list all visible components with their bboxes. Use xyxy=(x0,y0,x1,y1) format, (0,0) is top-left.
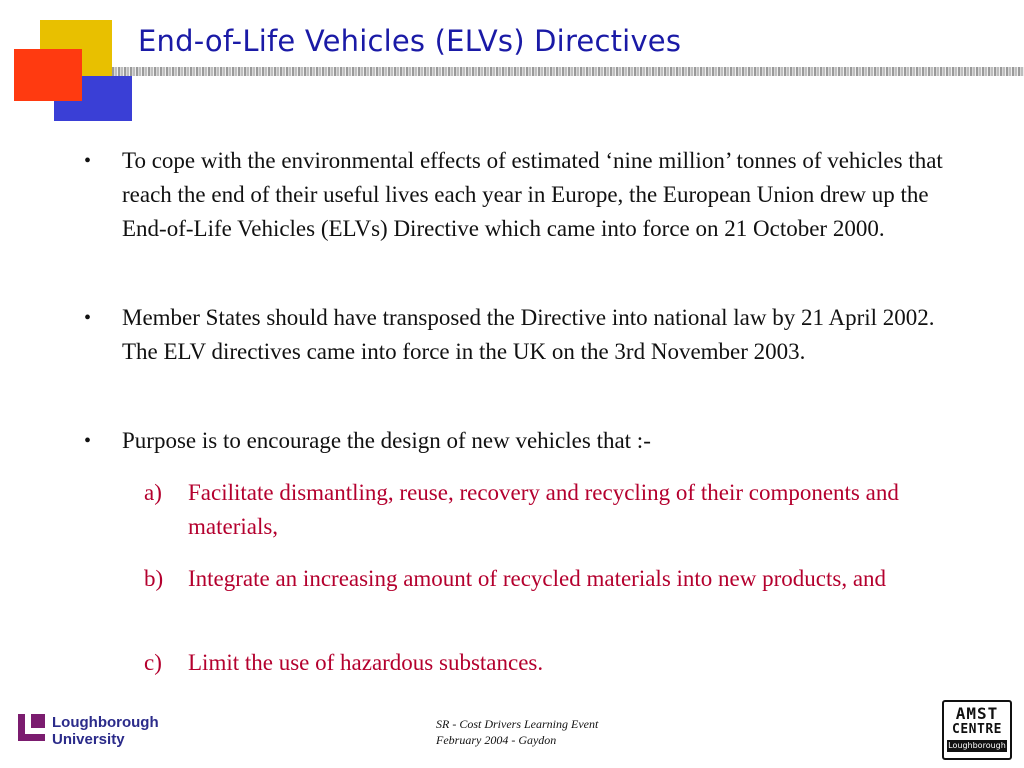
sub-item-marker: b) xyxy=(144,566,164,591)
sub-item-text: Facilitate dismantling, reuse, recovery and recycling of their components and materials, xyxy=(188,480,899,539)
university-logo-text: Loughborough University xyxy=(52,714,159,748)
amst-centre-logo: AMST CENTRE Loughborough xyxy=(942,700,1012,760)
bullet-marker: • xyxy=(84,430,92,452)
bullet-text: Purpose is to encourage the design of new vehicles that :- xyxy=(122,428,651,453)
slide-title: End-of-Life Vehicles (ELVs) Directives xyxy=(138,24,682,58)
sub-item-text: Limit the use of hazardous substances. xyxy=(188,650,544,675)
bullet-marker: • xyxy=(84,150,92,172)
footer-note xyxy=(436,716,598,748)
footer-line-1: SR - Cost Drivers Learning Event xyxy=(436,717,599,731)
footer-line-2: February 2004 - Gaydon xyxy=(436,733,557,747)
bullet-text: Member States should have transposed the Directive into national law by 21 April 2002. The ELV directives came into force in the UK on the 3rd November 2003. xyxy=(122,305,935,364)
bullet-marker: • xyxy=(84,307,92,329)
sub-item-marker: a) xyxy=(144,480,162,505)
university-emblem-icon xyxy=(18,714,48,750)
bullet-text: To cope with the environmental effects of estimated ‘nine million’ tonnes of vehicles that reach the end of their useful lives each year in Europe, the European Union drew up the End-of-Life Vehicles (ELVs) Directive which came into force on 21 October 2000. xyxy=(122,148,943,241)
sub-item-text: Integrate an increasing amount of recycled materials into new products, and xyxy=(188,566,887,591)
sub-item-marker: c) xyxy=(144,650,162,675)
loughborough-university-logo xyxy=(18,714,168,752)
